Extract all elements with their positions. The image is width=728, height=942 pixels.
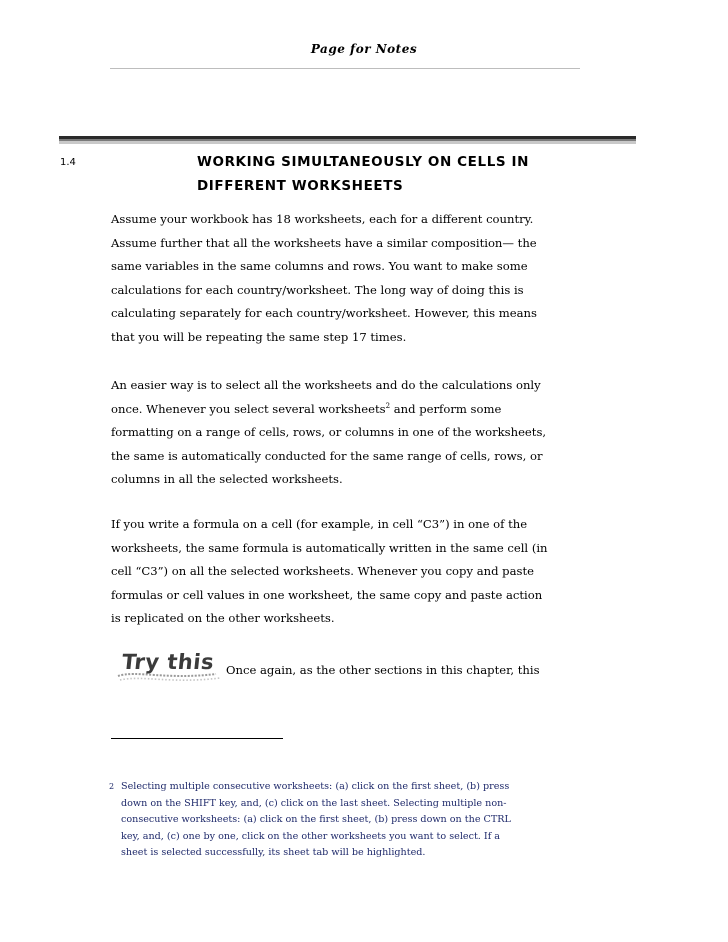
section-divider-bar: [59, 136, 636, 144]
footnote: [109, 779, 589, 862]
footnote-divider: [111, 738, 283, 739]
footnote-line: consecutive worksheets: (a) click on the first sheet, (b) press down on the CTRL: [121, 814, 511, 826]
footnote-line: sheet is selected successfully, its sheet tab will be highlighted.: [121, 847, 426, 859]
text-line: If you write a formula on a cell (for example, in cell “C3”) in one of the: [111, 517, 528, 531]
text-line: calculations for each country/worksheet. The long way of doing this is: [111, 282, 524, 297]
text-line: worksheets, the same formula is automatically written in the same cell (in: [111, 540, 548, 555]
footnote-line: Selecting multiple consecutive worksheets: (a) click on the first sheet, (b) press: [121, 781, 510, 792]
paragraph-2: [111, 374, 591, 492]
try-this-logo-text: Try this: [120, 650, 216, 674]
section-title-line: WORKING SIMULTANEOUSLY ON CELLS IN: [197, 154, 530, 170]
text-line: columns in all the selected worksheets.: [111, 472, 343, 487]
text-line: the same is automatically conducted for the same range of cells, rows, or: [111, 448, 543, 463]
try-this-logo: [116, 650, 226, 684]
text-line: formulas or cell values in one worksheet, the same copy and paste action: [111, 587, 543, 602]
text-line: same variables in the same columns and rows. You want to make some: [111, 259, 528, 274]
text-line: that you will be repeating the same step 17 times.: [111, 329, 407, 344]
footnote-mark: 2: [109, 782, 115, 791]
text-fragment: once. Whenever you select several worksheets: [111, 401, 386, 416]
text-line: [111, 398, 591, 422]
paragraph-1: [111, 208, 591, 350]
notes-divider: [110, 68, 580, 69]
notes-header: Page for Notes: [310, 42, 418, 56]
section-number: 1.4: [60, 157, 76, 168]
text-line: An easier way is to select all the worksheets and do the calculations only: [111, 378, 541, 392]
text-line: Assume further that all the worksheets have a similar composition— the: [111, 235, 537, 250]
text-line: cell “C3”) on all the selected worksheets. Whenever you copy and paste: [111, 564, 534, 579]
try-this-text: Once again, as the other sections in this chapter, this: [226, 663, 540, 677]
footnote-line: down on the SHIFT key, and, (c) click on the last sheet. Selecting multiple non-: [121, 797, 507, 809]
footnote-reference: 2: [385, 401, 391, 410]
footnote-line: key, and, (c) one by one, click on the other worksheets you want to select. If a: [121, 830, 501, 842]
text-line: formatting on a range of cells, rows, or columns in one of the worksheets,: [111, 425, 547, 440]
paragraph-3: [111, 513, 591, 631]
section-title: [197, 150, 597, 198]
text-line: is replicated on the other worksheets.: [111, 611, 335, 626]
text-fragment: and perform some: [390, 401, 502, 416]
text-line: Assume your workbook has 18 worksheets, each for a different country.: [111, 212, 534, 226]
text-line: calculating separately for each country/worksheet. However, this means: [111, 306, 537, 321]
section-title-line: DIFFERENT WORKSHEETS: [197, 178, 404, 194]
